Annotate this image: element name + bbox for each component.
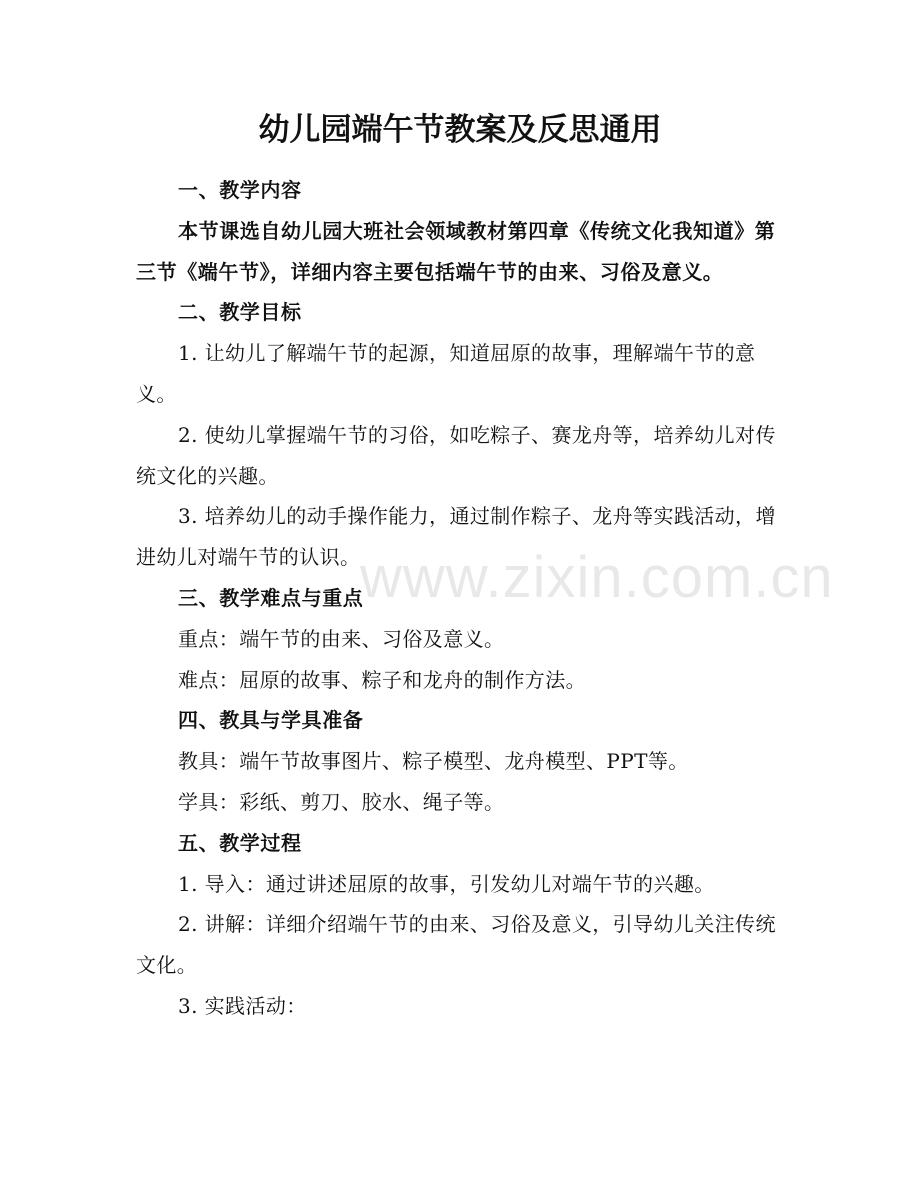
process-item-1: 1. 导入：通过讲述屈原的故事，引发幼儿对端午节的兴趣。 (178, 871, 715, 896)
process-item-3: 3. 实践活动： (178, 993, 307, 1018)
section-heading-process: 五、教学过程 (178, 830, 302, 855)
content-paragraph: 本节课选自幼儿园大班社会领域教材第四章《传统文化我知道》第三节《端午节》，详细内容主要包括端午节的由来、习俗及意义。 (136, 218, 776, 284)
student-materials: 学具：彩纸、剪刀、胶水、绳子等。 (178, 789, 505, 814)
goal-item-3: 3. 培养幼儿的动手操作能力，通过制作粽子、龙舟等实践活动，增进幼儿对端午节的认识。 (136, 504, 776, 570)
difficult-point: 难点：屈原的故事、粽子和龙舟的制作方法。 (178, 667, 586, 692)
goal-item-1: 1. 让幼儿了解端午节的起源，知道屈原的故事，理解端午节的意义。 (136, 341, 756, 406)
section-heading-key-points: 三、教学难点与重点 (178, 585, 364, 610)
key-point: 重点：端午节的由来、习俗及意义。 (178, 626, 505, 651)
teacher-materials: 教具：端午节故事图片、粽子模型、龙舟模型、PPT等。 (178, 749, 689, 774)
section-heading-goals: 二、教学目标 (178, 300, 302, 325)
goal-item-2: 2. 使幼儿掌握端午节的习俗，如吃粽子、赛龙舟等，培养幼儿对传统文化的兴趣。 (136, 422, 776, 488)
section-heading-materials: 四、教具与学具准备 (178, 708, 364, 733)
document-title: 幼儿园端午节教案及反思通用 (258, 112, 662, 148)
watermark: www.zixin.com.cn (360, 545, 834, 610)
process-item-2: 2. 讲解：详细介绍端午节的由来、习俗及意义，引导幼儿关注传统文化。 (136, 912, 776, 978)
section-heading-content: 一、教学内容 (178, 178, 302, 202)
